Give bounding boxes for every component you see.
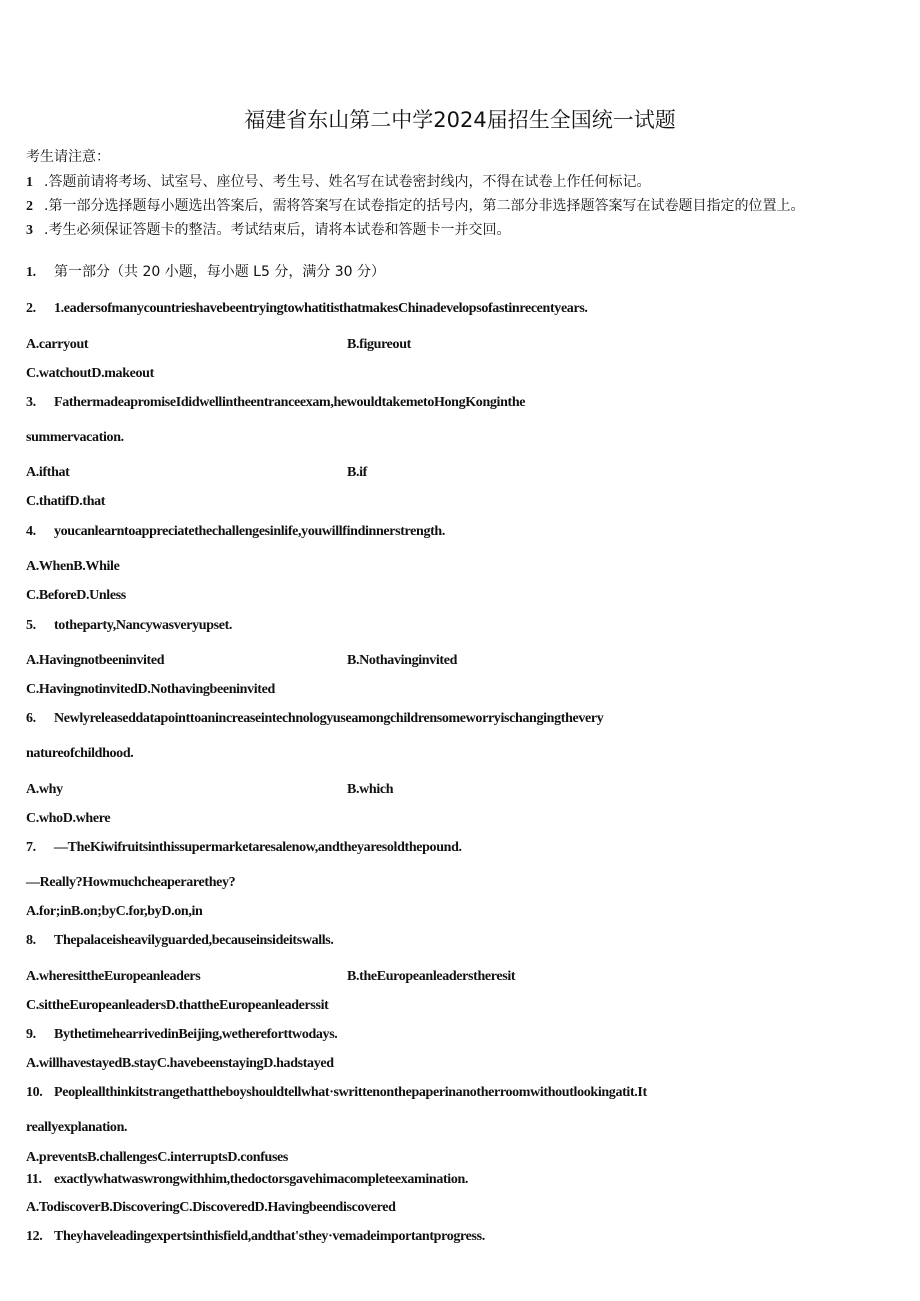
question-text: totheparty,Nancywasveryupset. bbox=[54, 618, 233, 633]
question-stem bbox=[26, 840, 462, 856]
question-text: —TheKiwifruitsinthissupermarketaresalenow,andtheyaresoldthepound. bbox=[54, 840, 462, 855]
question-number: 5. bbox=[26, 618, 36, 633]
question-stem bbox=[26, 933, 334, 949]
question-number: 7. bbox=[26, 840, 36, 855]
option-cd: C.whoD.where bbox=[26, 811, 111, 826]
notice-item-2 bbox=[26, 195, 804, 215]
page-title: 福建省东山第二中学2024届招生全国统一试题 bbox=[244, 108, 676, 132]
option-b: B.which bbox=[347, 782, 394, 797]
option-cd: C.watchoutD.makeout bbox=[26, 366, 154, 381]
question-stem bbox=[26, 1172, 468, 1188]
option-b: B.if bbox=[347, 465, 367, 480]
question-text: Newlyreleaseddatapointtoanincreaseintechnologyuseamongchildrensomeworryischangingthevery bbox=[54, 711, 604, 726]
notice-text: .答题前请将考场、试室号、座位号、考生号、姓名写在试卷密封线内，不得在试卷上作任何标记。 bbox=[44, 174, 651, 190]
option-cd: C.sittheEuropeanleadersD.thattheEuropeanleaderssit bbox=[26, 998, 329, 1013]
options-all: A.TodiscoverB.DiscoveringC.DiscoveredD.Havingbeendiscovered bbox=[26, 1200, 396, 1215]
options-all: A.preventsB.challengesC.interruptsD.confuses bbox=[26, 1150, 289, 1165]
question-stem bbox=[26, 1085, 647, 1101]
notice-number: 3 bbox=[26, 223, 33, 238]
question-text: exactlywhatwaswrongwithhim,thedoctorsgavehimacompleteexamination. bbox=[54, 1172, 469, 1187]
question-number: 3. bbox=[26, 395, 36, 410]
notice-number: 1 bbox=[26, 175, 33, 190]
question-number: 2. bbox=[26, 301, 36, 316]
section-number: 1. bbox=[26, 265, 36, 280]
option-ab: A.WhenB.While bbox=[26, 559, 120, 574]
question-number: 4. bbox=[26, 524, 36, 539]
question-stem bbox=[26, 1229, 485, 1245]
option-a: A.why bbox=[26, 782, 63, 797]
option-a: A.carryout bbox=[26, 337, 89, 352]
notice-number: 2 bbox=[26, 199, 33, 214]
question-number: 8. bbox=[26, 933, 36, 948]
question-text: 1.eadersofmanycountrieshavebeentryingtowhatitisthatmakesChinadevelopsofastinrecentyears. bbox=[54, 301, 588, 316]
notice-text: .第一部分选择题每小题选出答案后，需将答案写在试卷指定的括号内，第二部分非选择题答案写在试卷题目指定的位置上。 bbox=[44, 198, 805, 214]
question-text: youcanlearntoappreciatethechallengesinlife,youwillfindinnerstrength. bbox=[54, 524, 446, 539]
section-heading bbox=[26, 261, 385, 281]
notice-heading: 考生请注意： bbox=[26, 149, 110, 165]
question-number: 10. bbox=[26, 1085, 43, 1100]
option-a: A.ifthat bbox=[26, 465, 70, 480]
question-text: Peopleallthinkitstrangethattheboyshouldtellwhat·swrittenonthepaperinanotherroomwithoutlookingatit.It bbox=[54, 1085, 647, 1100]
question-continuation: reallyexplanation. bbox=[26, 1120, 128, 1135]
option-b: B.Nothavinginvited bbox=[347, 653, 457, 668]
options-all: A.willhavestayedB.stayC.havebeenstayingD.hadstayed bbox=[26, 1056, 334, 1071]
question-continuation: —Really?Howmuchcheaperarethey? bbox=[26, 875, 236, 890]
question-stem bbox=[26, 618, 232, 634]
question-text: Theyhaveleadingexpertsinthisfield,andthat'sthey·vemadeimportantprogress. bbox=[54, 1229, 485, 1244]
section-text: 第一部分（共 20 小题，每小题 L5 分，满分 30 分） bbox=[54, 264, 386, 280]
option-b: B.theEuropeanleaderstheresit bbox=[347, 969, 516, 984]
question-text: FathermadeapromiseIdidwellintheentranceexam,hewouldtakemetoHongKonginthe bbox=[54, 395, 526, 410]
question-stem bbox=[26, 395, 525, 411]
notice-item-3 bbox=[26, 219, 510, 239]
question-continuation: natureofchildhood. bbox=[26, 746, 134, 761]
question-stem bbox=[26, 711, 603, 727]
question-number: 11. bbox=[26, 1172, 42, 1187]
option-b: B.figureout bbox=[347, 337, 411, 352]
question-continuation: summervacation. bbox=[26, 430, 124, 445]
question-stem bbox=[26, 301, 588, 317]
option-cd: C.HavingnotinvitedD.Nothavingbeeninvited bbox=[26, 682, 275, 697]
option-a: A.wheresittheEuropeanleaders bbox=[26, 969, 201, 984]
option-cd: C.thatifD.that bbox=[26, 494, 106, 509]
option-cd: C.BeforeD.Unless bbox=[26, 588, 126, 603]
question-stem bbox=[26, 524, 445, 540]
question-stem bbox=[26, 1027, 337, 1043]
question-number: 6. bbox=[26, 711, 36, 726]
question-number: 12. bbox=[26, 1229, 43, 1244]
options-all: A.for;inB.on;byC.for,byD.on,in bbox=[26, 904, 203, 919]
question-text: Thepalaceisheavilyguarded,becauseinsideitswalls. bbox=[54, 933, 334, 948]
question-text: BythetimehearrivedinBeijing,wethereforttwodays. bbox=[54, 1027, 338, 1042]
notice-item-1 bbox=[26, 171, 650, 191]
notice-text: .考生必须保证答题卡的整洁。考试结束后，请将本试卷和答题卡一并交回。 bbox=[44, 222, 511, 238]
question-number: 9. bbox=[26, 1027, 36, 1042]
option-a: A.Havingnotbeeninvited bbox=[26, 653, 165, 668]
